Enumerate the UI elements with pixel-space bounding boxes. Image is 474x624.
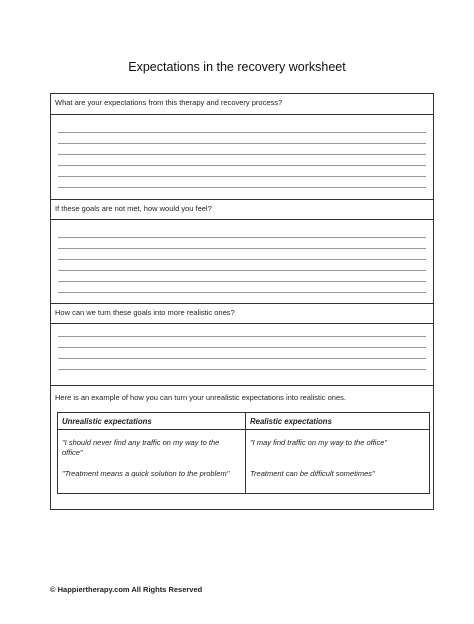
- answer-line: [58, 292, 426, 293]
- answer-area-2[interactable]: [51, 219, 433, 305]
- realistic-example-1: "I may find traffic on my way to the office": [250, 438, 388, 447]
- answer-line: [58, 281, 426, 282]
- answer-line: [58, 347, 426, 348]
- answer-line: [58, 336, 426, 337]
- question-3: How can we turn these goals into more realistic ones?: [51, 303, 433, 323]
- answer-line: [58, 176, 426, 177]
- unrealistic-header: Unrealistic expectations: [58, 413, 245, 430]
- answer-line: [58, 259, 426, 260]
- expectations-comparison-table: [57, 412, 430, 494]
- unrealistic-column: [58, 413, 246, 493]
- answer-line: [58, 132, 426, 133]
- example-intro: Here is an example of how you can turn your unrealistic expectations into realistic ones.: [55, 393, 346, 402]
- section-divider: [51, 385, 433, 386]
- unrealistic-example-1: "I should never find any traffic on my way to the office": [62, 438, 220, 457]
- answer-line: [58, 187, 426, 188]
- question-1: What are your expectations from this therapy and recovery process?: [55, 98, 283, 107]
- answer-line: [58, 270, 426, 271]
- realistic-column: [246, 413, 429, 493]
- answer-line: [58, 237, 426, 238]
- answer-area-3[interactable]: [51, 323, 433, 386]
- worksheet-title: Expectations in the recovery worksheet: [128, 60, 346, 74]
- realistic-example-2: Treatment can be difficult sometimes": [250, 469, 375, 478]
- answer-area-1[interactable]: [51, 114, 433, 200]
- realistic-header: Realistic expectations: [246, 413, 429, 430]
- answer-line: [58, 369, 426, 370]
- copyright-footer: © Happiertherapy.com All Rights Reserved: [50, 585, 203, 594]
- answer-line: [58, 143, 426, 144]
- question-2: If these goals are not met, how would you feel?: [51, 199, 433, 219]
- answer-line: [58, 165, 426, 166]
- answer-line: [58, 248, 426, 249]
- worksheet-table: [50, 93, 434, 510]
- unrealistic-example-2: "Treatment means a quick solution to the problem": [62, 469, 230, 478]
- answer-line: [58, 358, 426, 359]
- answer-line: [58, 154, 426, 155]
